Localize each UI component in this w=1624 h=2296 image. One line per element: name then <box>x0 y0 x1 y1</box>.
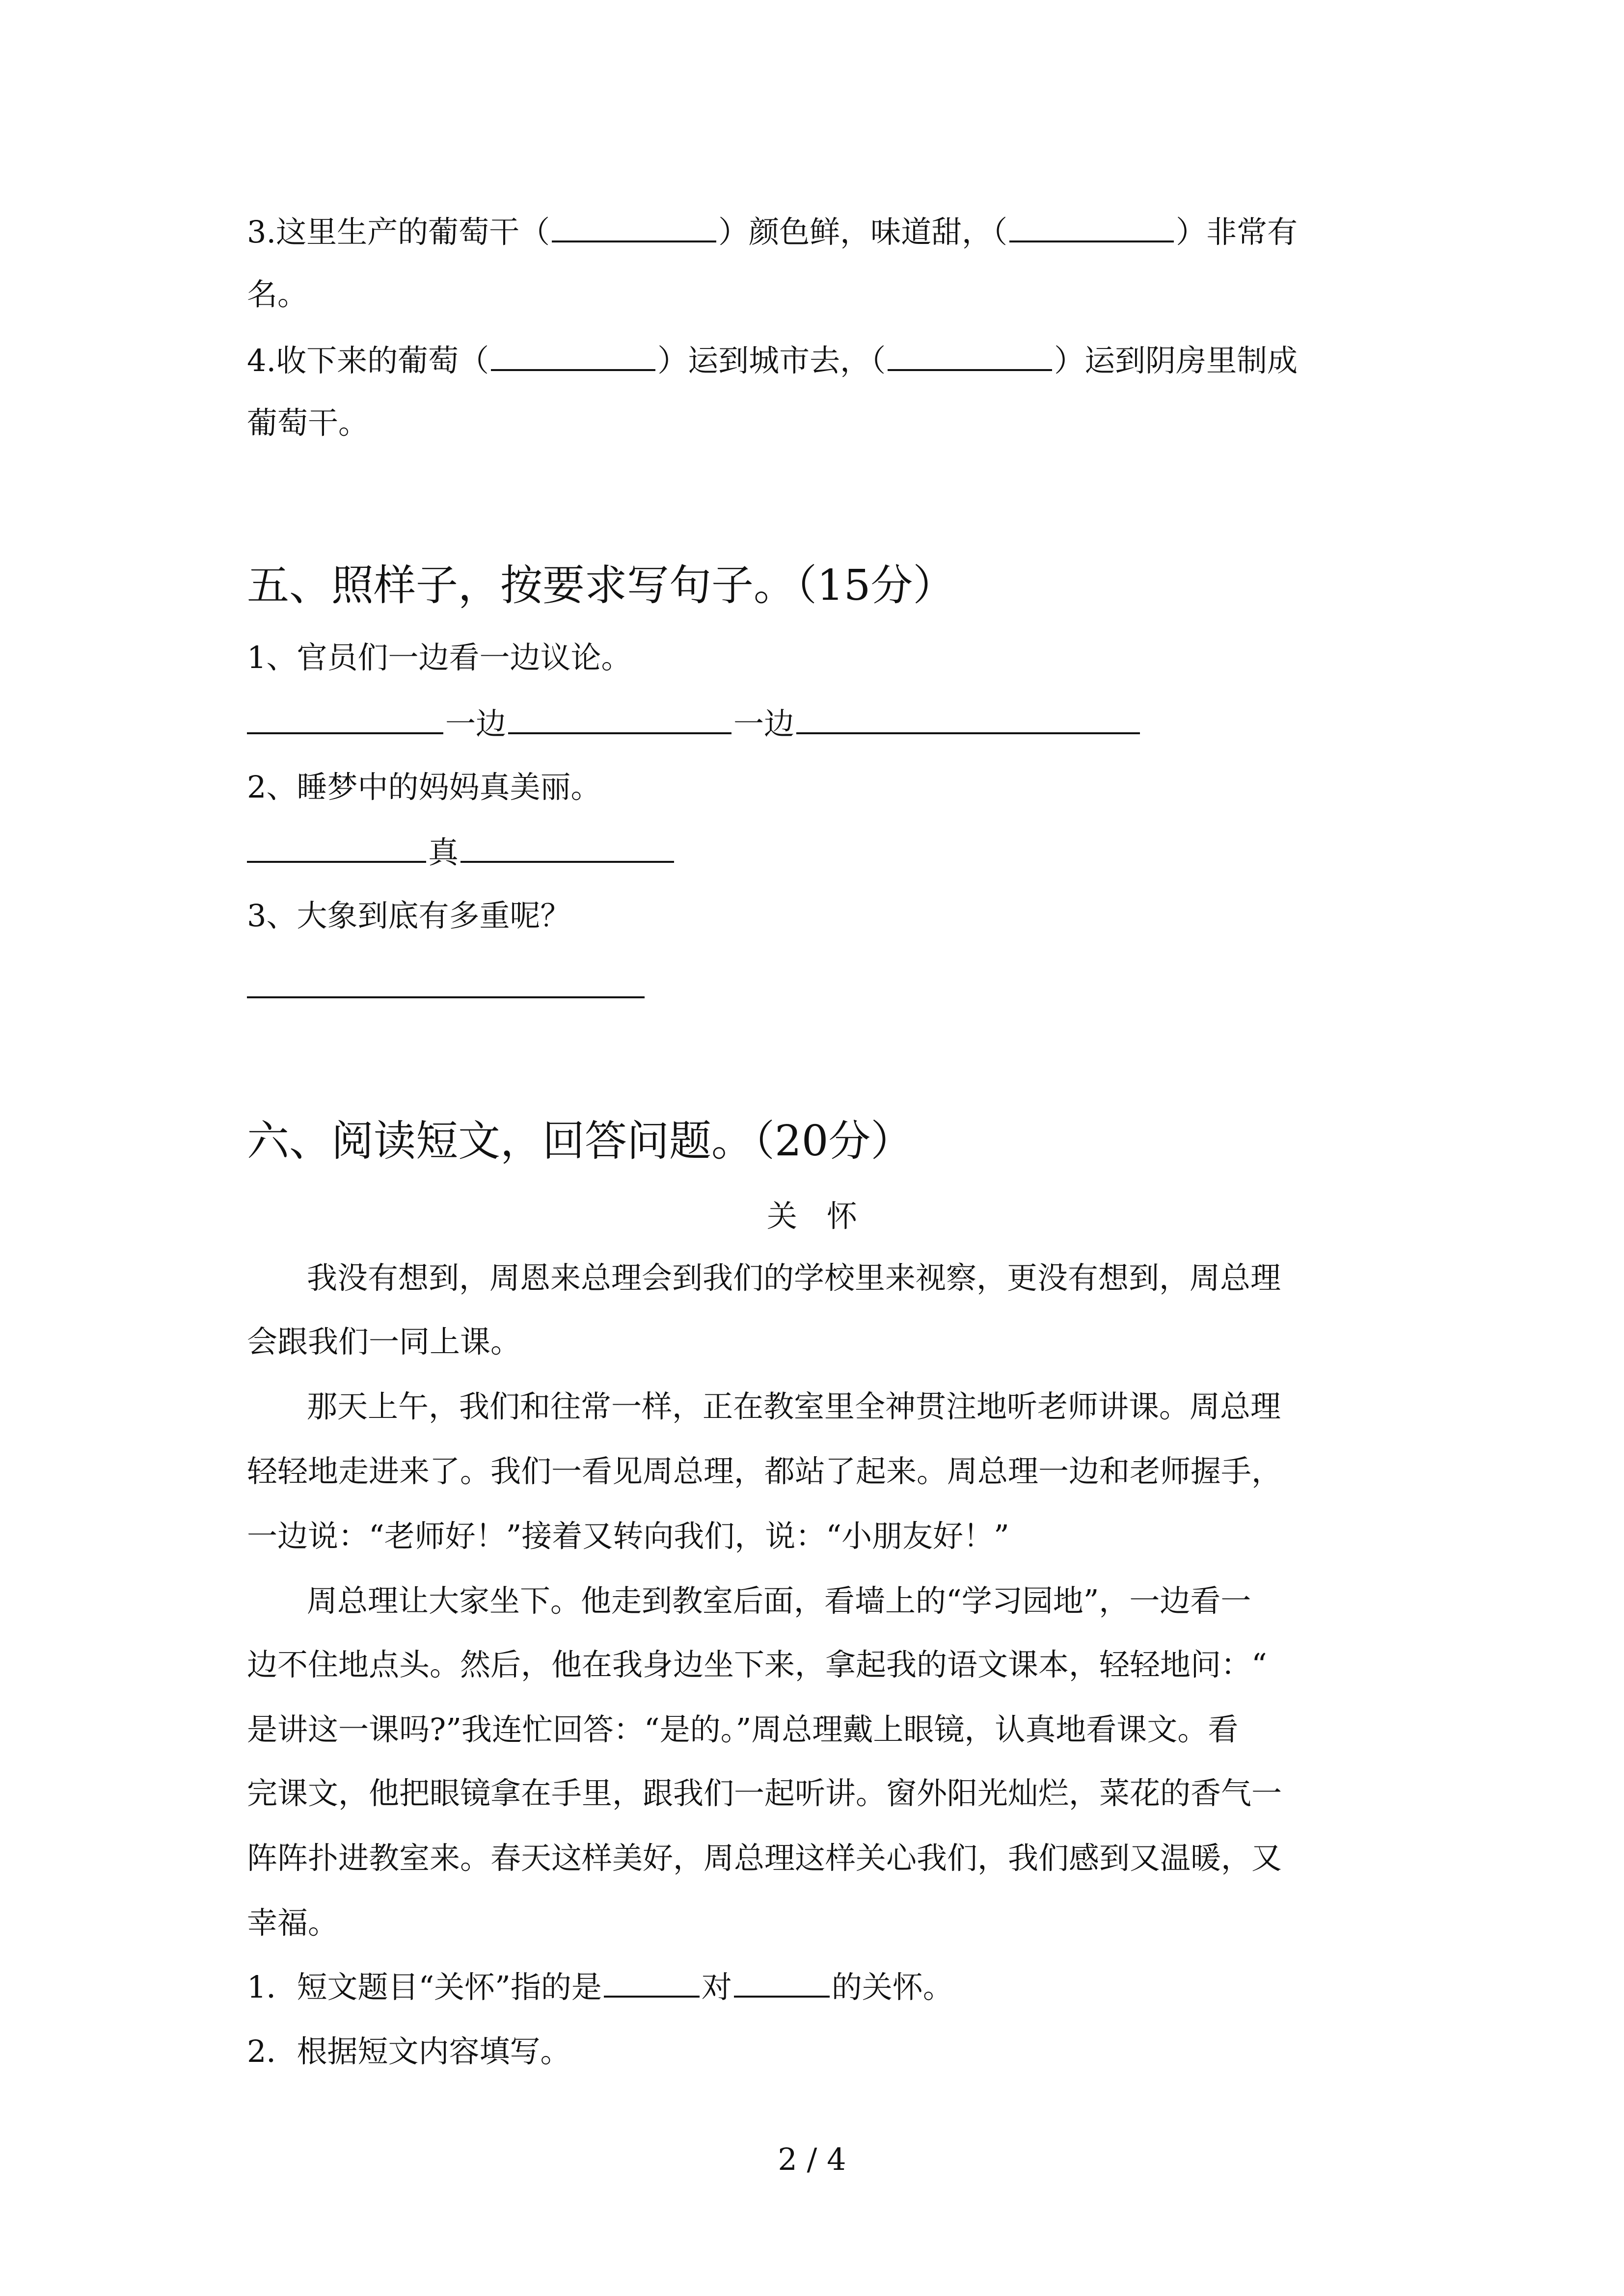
para3-line5: 阵阵扑进教室来。春天这样美好，周总理这样关心我们，我们感到又温暖，又 <box>247 1840 1282 1876</box>
para1-line1: 我没有想到，周恩来总理会到我们的学校里来视察，更没有想到，周总理 <box>307 1260 1281 1296</box>
para3-line3: 是讲这一课吗?”我连忙回答：“是的。”周总理戴上眼镜，认真地看课文。看 <box>247 1711 1239 1747</box>
answer-blank[interactable] <box>247 704 443 734</box>
answer-blank[interactable] <box>888 341 1052 371</box>
q4-item3-middle: ）颜色鲜，味道甜，（ <box>718 214 1008 250</box>
q4-item4-line1 <box>247 341 1298 380</box>
answer-blank[interactable] <box>796 704 1140 734</box>
q4-item4-line2: 葡萄干。 <box>247 405 369 441</box>
section5-q1-answer-line <box>247 704 1142 744</box>
para3-line2: 边不住地点头。然后，他在我身边坐下来，拿起我的语文课本，轻轻地问：“ <box>247 1647 1267 1682</box>
answer-blank[interactable] <box>552 212 716 242</box>
q4-item3-after: ）非常有 <box>1176 214 1298 250</box>
section6-q1-line <box>247 1967 953 2007</box>
page-number: 2 / 4 <box>778 2141 846 2177</box>
answer-blank[interactable] <box>1009 212 1174 242</box>
para2-line2: 轻轻地走进来了。我们一看见周总理，都站了起来。周总理一边和老师握手， <box>247 1453 1282 1489</box>
section6-q2-line: 2．根据短文内容填写。 <box>247 2033 571 2069</box>
section6-q1-after: 的关怀。 <box>831 1969 953 2005</box>
answer-blank[interactable] <box>734 1967 830 1998</box>
q4-item4-middle: ）运到城市去，（ <box>657 343 886 378</box>
answer-blank[interactable] <box>604 1967 700 1998</box>
section5-q2-prompt: 2、睡梦中的妈妈真美丽。 <box>247 769 601 805</box>
section6-heading: 六、阅读短文，回答问题。（20分） <box>247 1117 913 1166</box>
answer-blank[interactable] <box>247 832 426 863</box>
q4-item4-before: 4.收下来的葡萄（ <box>247 343 489 378</box>
section5-q2-word: 真 <box>428 834 459 870</box>
section5-q2-answer-line <box>247 832 676 872</box>
answer-blank[interactable] <box>460 832 674 863</box>
q4-item3-line2: 名。 <box>247 276 308 312</box>
section5-q1-word1: 一边 <box>445 706 507 742</box>
q4-item3-before: 3.这里生产的葡萄干（ <box>247 214 550 250</box>
para3-line1: 周总理让大家坐下。他走到教室后面，看墙上的“学习园地”，一边看一 <box>307 1583 1251 1619</box>
section6-q1-before: 1．短文题目“关怀”指的是 <box>247 1969 602 2005</box>
para1-line2: 会跟我们一同上课。 <box>247 1324 521 1360</box>
passage-title: 关怀 <box>766 1198 887 1234</box>
section5-q1-word2: 一边 <box>733 706 795 742</box>
para2-line3: 一边说：“老师好！”接着又转向我们，说：“小朋友好！” <box>247 1518 1009 1554</box>
section5-q1-prompt: 1、官员们一边看一边议论。 <box>247 640 632 675</box>
section5-q3-answer-blank[interactable] <box>247 996 645 998</box>
q4-item4-after: ）运到阴房里制成 <box>1054 343 1298 378</box>
section6-q1-middle: 对 <box>701 1969 732 2005</box>
para3-line6: 幸福。 <box>247 1905 339 1941</box>
para3-line4: 完课文，他把眼镜拿在手里，跟我们一起听讲。窗外阳光灿烂，菜花的香气一 <box>247 1775 1282 1811</box>
section5-q3-prompt: 3、大象到底有多重呢？ <box>247 898 571 934</box>
para2-line1: 那天上午，我们和往常一样，正在教室里全神贯注地听老师讲课。周总理 <box>307 1388 1281 1424</box>
answer-blank[interactable] <box>508 704 731 734</box>
section5-heading: 五、照样子，按要求写句子。（15分） <box>247 561 955 610</box>
q4-item3-line1 <box>247 212 1298 252</box>
answer-blank[interactable] <box>491 341 655 371</box>
